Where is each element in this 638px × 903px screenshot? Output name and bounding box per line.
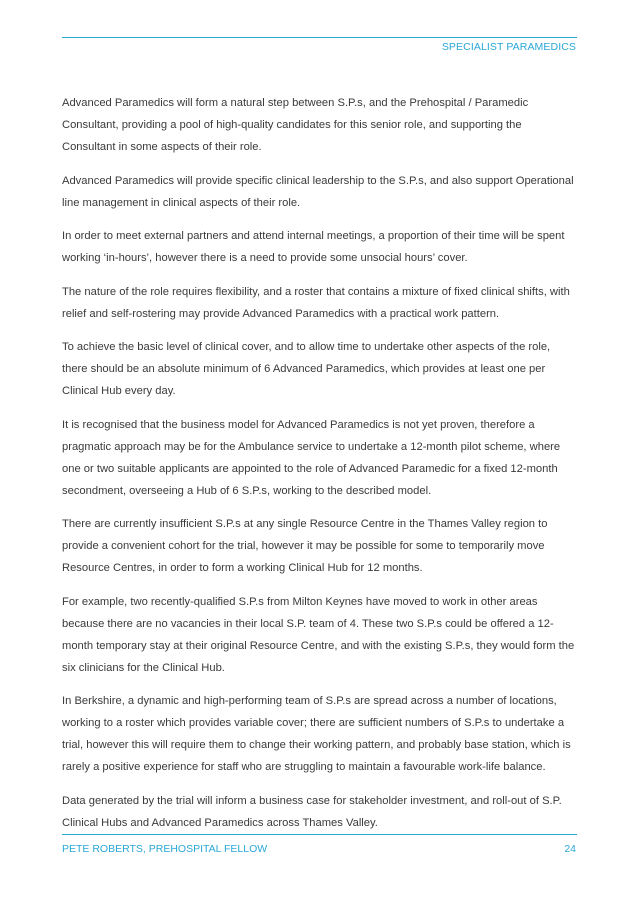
footer-author: PETE ROBERTS, PREHOSPITAL FELLOW xyxy=(62,843,268,855)
paragraph: It is recognised that the business model for Advanced Paramedics is not yet proven, therefore a pragmatic approach may be for the Ambulance service to undertake a 12-month pilot scheme, where one or two suitable applicants are appointed to the role of Advanced Paramedic for a fixed 12-month secondment, overseeing a Hub of 6 S.P.s, working to the described model. xyxy=(62,418,561,497)
paragraph: Advanced Paramedics will form a natural step between S.P.s, and the Prehospital / Paramedic Consultant, providing a pool of high-quality candidates for this senior role, and supporting the Consultant in some aspects of their role. xyxy=(62,97,529,153)
paragraph: For example, two recently-qualified S.P.s from Milton Keynes have moved to work in other areas because there are no vacancies in their local S.P. team of 4. These two S.P.s could be offered a 12-month temporary stay at their original Resource Centre, and with the existing S.P.s, they would form the six clinicians for the Clinical Hub. xyxy=(62,595,575,674)
paragraph: The nature of the role requires flexibility, and a roster that contains a mixture of fixed clinical shifts, with relief and self-rostering may provide Advanced Paramedics with a practical work pattern. xyxy=(62,285,570,320)
body-text xyxy=(62,92,576,845)
page-number: 24 xyxy=(564,843,576,855)
paragraph: There are currently insufficient S.P.s at any single Resource Centre in the Thames Valley region to provide a convenient cohort for the trial, however it may be possible for some to temporarily move Resource Centres, in order to form a working Clinical Hub for 12 months. xyxy=(62,518,548,574)
paragraph: In order to meet external partners and attend internal meetings, a proportion of their time will be spent working ‘in-hours’, however there is a need to provide some unsocial hours’ cover. xyxy=(62,230,565,264)
paragraph: Advanced Paramedics will provide specific clinical leadership to the S.P.s, and also support Operational line management in clinical aspects of their role. xyxy=(62,174,574,209)
section-title: SPECIALIST PARAMEDICS xyxy=(441,41,576,53)
paragraph: Data generated by the trial will inform a business case for stakeholder investment, and roll-out of S.P. Clinical Hubs and Advanced Paramedics across Thames Valley. xyxy=(62,794,562,829)
paragraph: In Berkshire, a dynamic and high-performing team of S.P.s are spread across a number of locations, working to a roster which provides variable cover; there are sufficient numbers of S.P.s to undertake a trial, however this will require them to change their working pattern, and probably base station, which is rarely a positive experience for staff who are struggling to maintain a favourable work-life balance. xyxy=(62,695,571,773)
paragraph: To achieve the basic level of clinical cover, and to allow time to undertake other aspects of the role, there should be an absolute minimum of 6 Advanced Paramedics, which provides at least one per Clinical Hub every day. xyxy=(62,341,551,397)
header-rule xyxy=(62,37,577,38)
footer-rule xyxy=(62,834,577,835)
